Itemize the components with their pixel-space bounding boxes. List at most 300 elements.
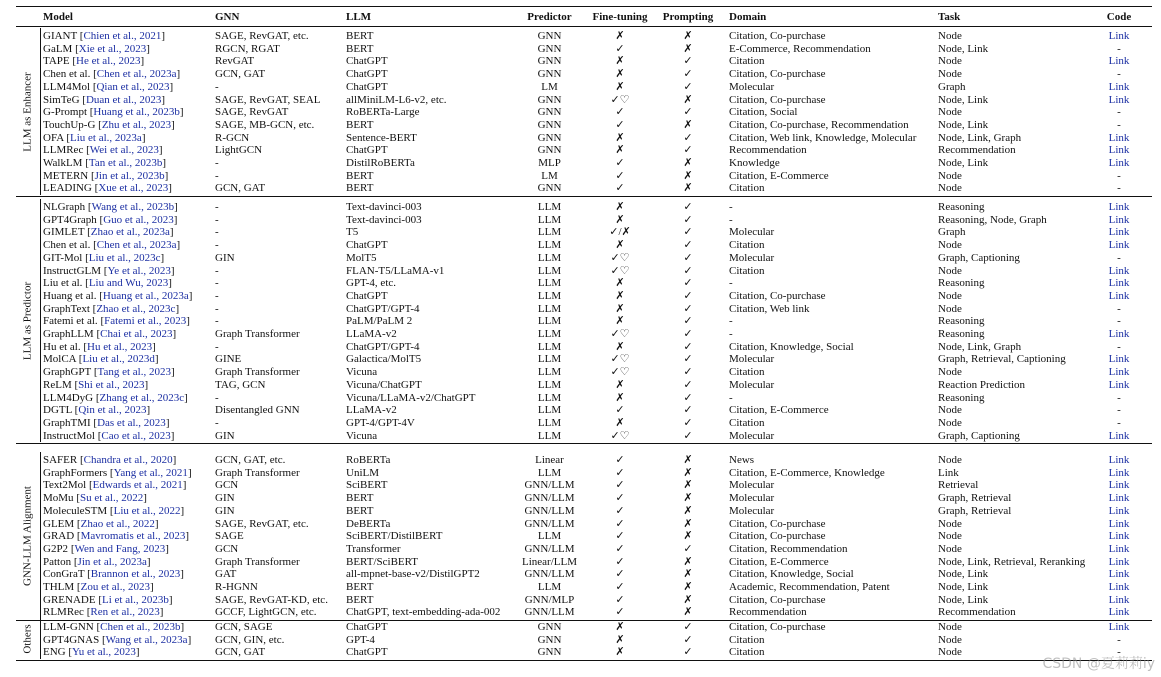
model-name: GraphTMI — [43, 416, 94, 429]
pr-cell: ✓ — [683, 131, 693, 144]
ft-cell: ✗ — [615, 391, 625, 404]
task-cell: Graph, Captioning — [938, 251, 1020, 264]
model-citation[interactable]: Liu et al., 2023c — [88, 251, 161, 264]
pred-cell: GNN — [537, 42, 562, 55]
cite-bracket: [ — [74, 404, 79, 417]
gnn-cell: SAGE, RevGAT, etc. — [215, 517, 309, 530]
model-cell — [43, 606, 163, 619]
model-citation[interactable]: Chen et al., 2023b — [100, 621, 181, 633]
model-name: InstructMol — [43, 429, 98, 442]
header-llm: LLM — [346, 11, 372, 23]
llm-cell: UniLM — [346, 466, 379, 479]
model-citation[interactable]: Edwards et al., 2021 — [92, 479, 183, 492]
gnn-cell: Graph Transformer — [215, 466, 300, 479]
model-citation[interactable]: Cao et al., 2023 — [101, 429, 171, 442]
code-cell[interactable]: Link — [1108, 264, 1130, 277]
code-cell[interactable]: Link — [1108, 530, 1130, 543]
code-cell[interactable]: Link — [1108, 593, 1130, 606]
gnn-cell: GINE — [215, 353, 242, 366]
cite-bracket: ] — [161, 30, 166, 42]
cite-bracket: [ — [93, 366, 98, 379]
pr-cell: ✓ — [683, 404, 693, 417]
cite-bracket: ] — [175, 302, 180, 315]
model-citation[interactable]: Wang et al., 2023a — [105, 633, 188, 646]
pred-cell: LM — [541, 169, 558, 182]
cite-bracket: [ — [82, 93, 86, 106]
model-citation[interactable]: Zhu et al., 2023 — [101, 118, 172, 131]
model-citation[interactable]: Shi et al., 2023 — [78, 378, 145, 391]
cite-bracket: ] — [144, 378, 149, 391]
llm-cell: BERT/SciBERT — [346, 555, 419, 568]
gnn-cell: GCN, GAT, etc. — [215, 454, 286, 466]
model-citation[interactable]: Guo et al., 2023 — [103, 213, 174, 226]
code-cell[interactable]: Link — [1108, 429, 1130, 442]
model-cell — [43, 366, 175, 379]
llm-cell: BERT — [346, 118, 374, 131]
model-name: RLMRec — [43, 606, 87, 619]
task-cell: Node — [938, 416, 962, 429]
pr-cell: ✓ — [683, 340, 693, 353]
pred-cell: GNN/LLM — [524, 542, 575, 555]
ft-cell: ✓♡ — [610, 328, 630, 340]
code-cell[interactable]: Link — [1108, 378, 1130, 391]
model-citation[interactable]: Liu et al., 2023d — [82, 353, 155, 366]
ft-cell: ✗ — [615, 621, 625, 633]
ft-cell: ✗ — [615, 646, 625, 659]
pred-cell: LLM — [537, 429, 562, 442]
llm-cell: GPT-4, etc. — [346, 277, 397, 290]
cite-bracket: [ — [78, 353, 83, 366]
pr-cell: ✓ — [683, 621, 693, 633]
cite-bracket: [ — [93, 68, 97, 81]
model-name: GPT4GNAS — [43, 633, 102, 646]
llm-cell: ChatGPT — [346, 55, 388, 68]
ft-cell: ✗ — [615, 80, 625, 93]
pr-cell: ✗ — [683, 517, 693, 530]
model-citation[interactable]: Chen et al., 2023a — [96, 239, 177, 252]
llm-cell: Vicuna/ChatGPT — [346, 378, 422, 391]
gnn-cell: GIN — [215, 251, 235, 264]
model-citation[interactable]: Wei et al., 2023 — [89, 144, 159, 157]
llm-cell: Vicuna/LLaMA-v2/ChatGPT — [346, 391, 476, 404]
code-cell[interactable]: Link — [1108, 606, 1130, 619]
code-cell[interactable]: Link — [1108, 131, 1130, 144]
model-cell — [43, 353, 159, 366]
pred-cell: GNN — [537, 106, 562, 119]
category-separator — [40, 619, 41, 659]
ft-cell: ✗ — [615, 144, 625, 157]
group-rule — [16, 443, 1152, 444]
cite-bracket: ] — [159, 606, 164, 619]
header-finetuning: Fine-tuning — [592, 11, 648, 23]
llm-cell: BERT — [346, 581, 374, 593]
llm-cell: Galactica/MolT5 — [346, 353, 422, 366]
llm-cell: RoBERTa — [346, 454, 391, 466]
pr-cell: ✗ — [683, 479, 693, 492]
gnn-cell: GCN, GAT — [215, 68, 266, 81]
model-citation[interactable]: Liu and Wu, 2023 — [88, 277, 169, 290]
domain-cell: - — [729, 328, 733, 340]
model-cell — [43, 106, 184, 119]
cite-bracket: ] — [146, 404, 151, 417]
llm-cell: Text-davinci-003 — [346, 201, 422, 213]
code-cell[interactable]: Link — [1108, 366, 1130, 379]
cite-bracket: ] — [176, 68, 181, 81]
pr-cell: ✓ — [683, 315, 693, 328]
model-name: GraphText — [43, 302, 93, 315]
code-cell[interactable]: Link — [1108, 289, 1130, 302]
gnn-cell: R-HGNN — [215, 581, 258, 593]
pred-cell: LM — [541, 80, 558, 93]
model-citation[interactable]: Fatemi et al., 2023 — [104, 315, 187, 328]
gnn-cell: - — [215, 289, 219, 302]
model-citation[interactable]: Zou et al., 2023 — [80, 581, 150, 593]
header-prompting: Prompting — [662, 11, 714, 23]
task-cell: Node — [938, 30, 962, 42]
model-citation[interactable]: Chandra et al., 2020 — [83, 454, 173, 466]
code-cell[interactable]: Link — [1108, 568, 1130, 581]
pred-cell: LLM — [537, 378, 562, 391]
domain-cell: Citation, Co-purchase — [729, 68, 826, 81]
model-cell — [43, 214, 177, 227]
cite-bracket: ] — [168, 182, 172, 195]
model-cell — [43, 277, 172, 290]
domain-cell: Molecular — [729, 226, 775, 239]
pred-cell: LLM — [537, 213, 562, 226]
gnn-cell: - — [215, 264, 219, 277]
llm-cell: all-mpnet-base-v2/DistilGPT2 — [346, 568, 480, 581]
pred-cell: MLP — [538, 157, 561, 169]
pr-cell: ✗ — [683, 169, 693, 182]
model-name: OFA — [43, 131, 67, 144]
model-citation[interactable]: Li et al., 2023b — [101, 593, 169, 606]
cite-bracket: [ — [87, 226, 91, 239]
code-cell[interactable]: Link — [1108, 55, 1130, 68]
cite-bracket: [ — [109, 466, 114, 479]
gnn-cell: SAGE, RevGAT — [215, 106, 289, 119]
model-cell — [43, 430, 174, 443]
ft-cell: ✓ — [615, 42, 625, 55]
model-name: LEADING — [43, 182, 95, 195]
code-cell: - — [1117, 633, 1121, 646]
code-cell[interactable]: Link — [1108, 93, 1130, 106]
pr-cell: ✓ — [683, 542, 693, 555]
ft-cell: ✓♡ — [610, 93, 630, 106]
pred-cell: LLM — [537, 289, 562, 302]
gnn-cell: SAGE, RevGAT, etc. — [215, 30, 309, 42]
domain-cell: Citation, Social — [729, 106, 798, 119]
domain-cell: Citation — [729, 182, 765, 195]
code-cell[interactable]: Link — [1108, 277, 1130, 290]
cite-bracket: [ — [76, 517, 81, 530]
ft-cell: ✓ — [615, 479, 625, 492]
cite-bracket: [ — [94, 182, 99, 195]
code-cell[interactable]: Link — [1108, 479, 1130, 492]
llm-cell: Text-davinci-003 — [346, 213, 422, 226]
code-cell[interactable]: Link — [1108, 555, 1130, 568]
model-citation[interactable]: Zhao et al., 2022 — [80, 517, 155, 530]
task-cell: Node — [938, 633, 962, 646]
gnn-cell: RevGAT — [215, 55, 255, 68]
ft-cell: ✓ — [615, 530, 625, 543]
model-name: Huang et al. — [43, 289, 100, 302]
task-cell: Reaction Prediction — [938, 378, 1026, 391]
task-cell: Node — [938, 454, 962, 466]
model-citation[interactable]: Chien et al., 2021 — [83, 30, 162, 42]
model-citation[interactable]: Ye et al., 2023 — [107, 264, 171, 277]
gnn-cell: GCN, GAT — [215, 182, 266, 195]
code-cell[interactable]: Link — [1108, 466, 1130, 479]
model-citation[interactable]: Ren et al., 2023 — [90, 606, 160, 619]
model-cell — [43, 43, 150, 56]
domain-cell: Knowledge — [729, 157, 780, 169]
cite-bracket: [ — [76, 530, 81, 543]
model-citation[interactable]: Hu et al., 2023 — [87, 340, 153, 353]
cite-bracket: ] — [154, 353, 159, 366]
pr-cell: ✓ — [683, 328, 693, 340]
model-name: Liu et al. — [43, 277, 86, 290]
pred-cell: LLM — [537, 264, 562, 277]
cite-bracket: ] — [187, 633, 192, 646]
domain-cell: Citation — [729, 633, 765, 646]
llm-cell: FLAN-T5/LLaMA-v1 — [346, 264, 445, 277]
domain-cell: Citation, Co-purchase — [729, 517, 826, 530]
model-citation[interactable]: Jin et al., 2023b — [94, 169, 165, 182]
pred-cell: GNN — [537, 182, 562, 195]
domain-cell: Citation, Knowledge, Social — [729, 340, 854, 353]
code-cell[interactable]: Link — [1108, 454, 1130, 466]
domain-cell: Citation, Web link, Knowledge, Molecular — [729, 131, 917, 144]
model-cell — [43, 621, 184, 634]
code-cell[interactable]: Link — [1108, 157, 1130, 169]
cite-bracket: ] — [171, 118, 175, 131]
code-cell[interactable]: Link — [1108, 621, 1130, 633]
code-cell[interactable]: Link — [1108, 581, 1130, 593]
domain-cell: Citation, E-Commerce, Knowledge — [729, 466, 885, 479]
model-citation[interactable]: Chai et al., 2023 — [100, 328, 173, 340]
cite-bracket: ] — [176, 239, 181, 252]
pr-cell: ✗ — [683, 118, 693, 131]
llm-cell: ChatGPT/GPT-4 — [346, 302, 420, 315]
gnn-cell: - — [215, 80, 219, 93]
llm-cell: RoBERTa-Large — [346, 106, 420, 119]
pred-cell: LLM — [537, 530, 562, 543]
cite-bracket: ] — [140, 55, 145, 68]
model-name: GaLM — [43, 42, 76, 55]
group-rule — [16, 196, 1152, 197]
code-cell[interactable]: Link — [1108, 542, 1130, 555]
model-citation[interactable]: Wen and Fang, 2023 — [74, 542, 166, 555]
code-cell: - — [1117, 68, 1121, 81]
cite-bracket: ] — [165, 416, 170, 429]
task-cell: Graph — [938, 226, 966, 239]
gnn-cell: GIN — [215, 492, 235, 505]
gnn-cell: GCN, GIN, etc. — [215, 633, 285, 646]
model-citation[interactable]: Zhao et al., 2023c — [96, 302, 176, 315]
gnn-cell: - — [215, 315, 219, 328]
cite-bracket: ] — [180, 568, 184, 581]
model-citation[interactable]: Liu et al., 2023a — [70, 131, 142, 144]
pred-cell: LLM — [537, 226, 562, 239]
llm-cell: BERT — [346, 593, 374, 606]
pr-cell: ✓ — [683, 277, 693, 290]
model-citation[interactable]: Qian et al., 2023 — [96, 80, 170, 93]
model-name: GIMLET — [43, 226, 88, 239]
code-cell: - — [1117, 302, 1121, 315]
model-cell — [43, 55, 144, 68]
llm-cell: ChatGPT — [346, 144, 388, 157]
task-cell: Node, Link — [938, 568, 989, 581]
model-citation[interactable]: He et al., 2023 — [76, 55, 141, 68]
model-cell — [43, 290, 192, 303]
task-cell: Reasoning — [938, 391, 985, 404]
model-citation[interactable]: Tan et al., 2023b — [88, 157, 163, 169]
code-cell[interactable]: Link — [1108, 80, 1130, 93]
model-cell — [43, 392, 188, 405]
model-citation[interactable]: Qin et al., 2023 — [78, 404, 147, 417]
code-cell[interactable]: Link — [1108, 328, 1130, 340]
code-cell[interactable]: Link — [1108, 353, 1130, 366]
code-cell[interactable]: Link — [1108, 201, 1130, 213]
code-cell[interactable]: Link — [1108, 239, 1130, 252]
ft-cell: ✓ — [615, 492, 625, 505]
model-citation[interactable]: Yu et al., 2023 — [72, 646, 136, 659]
task-cell: Graph, Retrieval — [938, 492, 1012, 505]
model-cell — [43, 170, 168, 183]
cite-bracket: ] — [143, 492, 147, 505]
cite-bracket: [ — [85, 277, 89, 290]
model-cell — [43, 132, 145, 145]
ft-cell: ✗ — [615, 302, 625, 315]
model-citation[interactable]: Tang et al., 2023 — [97, 366, 171, 379]
ft-cell: ✗ — [615, 633, 625, 646]
code-cell[interactable]: Link — [1108, 30, 1130, 42]
code-cell[interactable]: Link — [1108, 504, 1130, 517]
code-cell[interactable]: Link — [1108, 213, 1130, 226]
domain-cell: Citation — [729, 416, 765, 429]
task-cell: Node — [938, 517, 962, 530]
llm-cell: ChatGPT — [346, 80, 388, 93]
model-cell — [43, 303, 179, 316]
model-name: MoleculeSTM — [43, 504, 110, 517]
pr-cell: ✗ — [683, 492, 693, 505]
domain-cell: Molecular — [729, 378, 775, 391]
pr-cell: ✗ — [683, 593, 693, 606]
model-citation[interactable]: Chen et al., 2023a — [96, 68, 177, 81]
category-separator — [40, 199, 41, 442]
model-name: G-Prompt — [43, 106, 90, 119]
gnn-cell: - — [215, 239, 219, 252]
model-cell — [43, 594, 173, 607]
gnn-cell: - — [215, 226, 219, 239]
model-citation[interactable]: Su et al., 2022 — [79, 492, 144, 505]
model-citation[interactable]: Xue et al., 2023 — [98, 182, 169, 195]
cite-bracket: [ — [96, 328, 101, 340]
pred-cell: GNN — [537, 68, 562, 81]
model-citation[interactable]: Liu et al., 2022 — [113, 504, 181, 517]
pred-cell: GNN — [537, 55, 562, 68]
task-cell: Node — [938, 239, 962, 252]
model-citation[interactable]: Huang et al., 2023a — [102, 289, 189, 302]
llm-cell: ChatGPT — [346, 621, 388, 633]
model-name: GraphLLM — [43, 328, 97, 340]
model-citation[interactable]: Huang et al., 2023b — [93, 106, 180, 119]
code-cell: - — [1117, 106, 1121, 119]
model-name: NLGraph — [43, 201, 88, 213]
model-name: Text2Mol — [43, 479, 89, 492]
cite-bracket: ] — [180, 504, 185, 517]
gnn-cell: Graph Transformer — [215, 366, 300, 379]
cite-bracket: [ — [87, 568, 91, 581]
cite-bracket: ] — [185, 530, 190, 543]
pred-cell: LLM — [537, 416, 562, 429]
model-citation[interactable]: Duan et al., 2023 — [85, 93, 162, 106]
ft-cell: ✓ — [615, 157, 625, 169]
model-citation[interactable]: Yang et al., 2021 — [113, 466, 188, 479]
gnn-cell: GIN — [215, 429, 235, 442]
cite-bracket: [ — [99, 213, 104, 226]
cite-bracket: ] — [188, 289, 193, 302]
category-text: LLM as Predictor — [21, 281, 34, 360]
domain-cell: Molecular — [729, 504, 775, 517]
header-rule — [16, 26, 1152, 27]
pr-cell: ✗ — [683, 466, 693, 479]
pr-cell: ✗ — [683, 581, 693, 593]
model-cell — [43, 265, 175, 278]
code-cell[interactable]: Link — [1108, 226, 1130, 239]
model-citation[interactable]: Xie et al., 2023 — [78, 42, 147, 55]
domain-cell: Citation — [729, 366, 765, 379]
gnn-cell: - — [215, 213, 219, 226]
model-citation[interactable]: Das et al., 2023 — [97, 416, 166, 429]
task-cell: Node, Link — [938, 593, 989, 606]
task-cell: Recommendation — [938, 144, 1016, 157]
code-cell: - — [1117, 42, 1121, 55]
code-cell: - — [1117, 646, 1121, 659]
model-citation[interactable]: Zhang et al., 2023c — [99, 391, 185, 404]
code-cell[interactable]: Link — [1108, 492, 1130, 505]
llm-cell: ChatGPT — [346, 68, 388, 81]
code-cell: - — [1117, 118, 1121, 131]
pred-cell: Linear/LLM — [522, 555, 577, 568]
gnn-cell: - — [215, 169, 219, 182]
model-citation[interactable]: Mavromatis et al., 2023 — [80, 530, 186, 543]
pr-cell: ✓ — [683, 239, 693, 252]
task-cell: Reasoning — [938, 277, 985, 290]
pr-cell: ✓ — [683, 353, 693, 366]
pred-cell: GNN/LLM — [524, 492, 575, 505]
ft-cell: ✗ — [615, 315, 625, 328]
pred-cell: LLM — [537, 251, 562, 264]
code-cell[interactable]: Link — [1108, 144, 1130, 157]
model-cell — [43, 417, 169, 430]
domain-cell: Citation — [729, 264, 765, 277]
cite-bracket: [ — [90, 169, 95, 182]
model-citation[interactable]: Jin et al., 2023a — [77, 555, 147, 568]
gnn-cell: - — [215, 340, 219, 353]
gnn-cell: SAGE — [215, 530, 244, 543]
model-citation[interactable]: Zhao et al., 2023a — [90, 226, 170, 239]
cite-bracket: [ — [70, 542, 75, 555]
pr-cell: ✓ — [683, 80, 693, 93]
model-cell — [43, 518, 159, 531]
model-citation[interactable]: Wang et al., 2023b — [91, 201, 175, 213]
model-cell — [43, 157, 166, 170]
model-citation[interactable]: Brannon et al., 2023 — [90, 568, 181, 581]
code-cell[interactable]: Link — [1108, 517, 1130, 530]
llm-cell: BERT — [346, 182, 374, 195]
model-name: G2P2 — [43, 542, 71, 555]
